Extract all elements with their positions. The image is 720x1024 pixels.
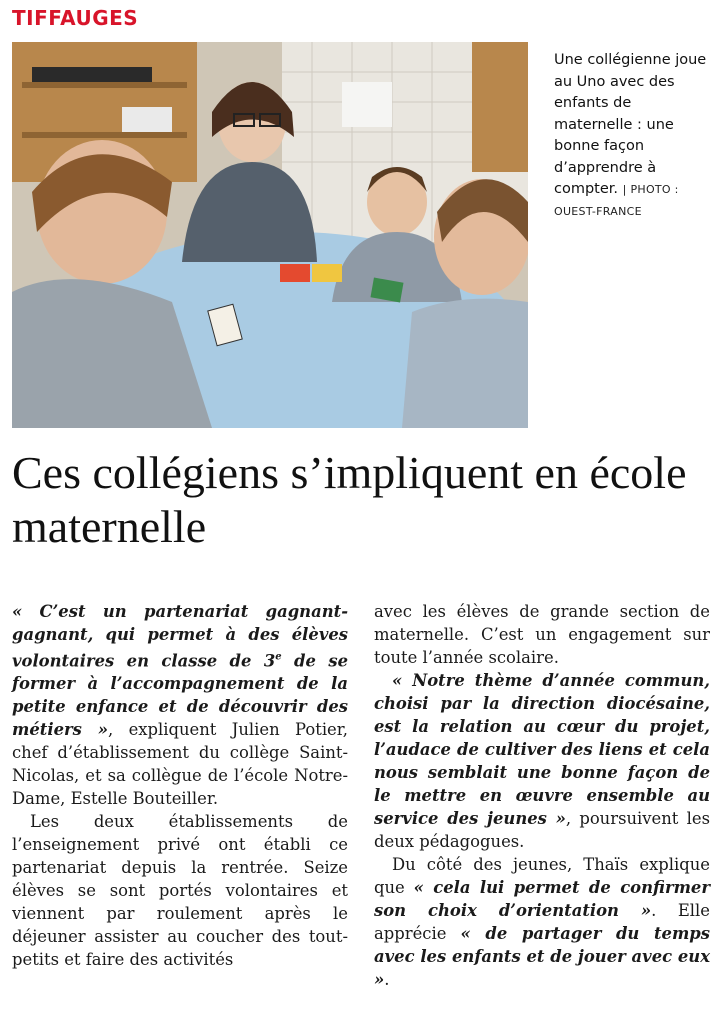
quote-4b: « de partager du temps avec les enfants et de jouer avec eux » bbox=[374, 924, 710, 989]
paragraph-4 bbox=[374, 853, 710, 991]
quote-1b: de se former à l’accompagnement de la petite enfance et de découvrir des métiers » bbox=[12, 651, 348, 740]
paragraph-3 bbox=[374, 669, 710, 853]
article-headline: Ces collégiens s’impliquent en école maternelle bbox=[12, 447, 687, 552]
paragraph-1 bbox=[12, 600, 348, 810]
article-column-right bbox=[374, 600, 710, 991]
quote-4a: « cela lui permet de confirmer son choix d’orientation » bbox=[374, 878, 710, 920]
paragraph-1-rest: , expliquent Julien Potier, chef d’établissement du collège Saint-Nicolas, et sa collègue de l’école Notre-Dame, Estelle Bouteiller. bbox=[12, 720, 349, 809]
photo-illustration bbox=[12, 42, 528, 428]
article-column-left bbox=[12, 600, 348, 971]
quote-1-superscript: e bbox=[275, 652, 282, 663]
paragraph-4-c: . bbox=[384, 970, 390, 989]
paragraph-2-continued: avec les élèves de grande section de maternelle. C’est un engagement sur toute l’année scolaire. bbox=[374, 602, 710, 667]
paragraph-2: Les deux établissements de l’enseignement privé ont établi ce partenariat depuis la rentrée. Seize élèves se sont portés volontaires et viennent par roulement après le déjeuner assister au coucher des tout-petits et faire des activités bbox=[12, 812, 348, 970]
quote-1a: « C’est un partenariat gagnant-gagnant, qui permet à des élèves volontaires en classe de 3 bbox=[12, 602, 348, 671]
photo-caption bbox=[554, 50, 714, 222]
paragraph-4-a: Du côté des jeunes, Thaïs explique que bbox=[374, 855, 710, 897]
photo-credit: | PHOTO : OUEST-FRANCE bbox=[554, 183, 679, 218]
section-kicker: TIFFAUGES bbox=[12, 6, 139, 30]
article-photo bbox=[12, 42, 528, 428]
quote-3: « Notre thème d’année commun, choisi par la direction diocésaine, est la relation au cœur du projet, l’audace de cultiver des liens et cela nous semblait une bonne façon de le mettre en œuvre ensemble au service des jeunes » bbox=[374, 671, 710, 828]
paragraph-3-rest: , poursuivent les deux pédagogues. bbox=[374, 809, 710, 851]
caption-text: Une collégienne joue au Uno avec des enfants de maternelle : une bonne façon d’apprendre à compter. bbox=[554, 52, 707, 197]
paragraph-4-b: . Elle apprécie bbox=[374, 901, 710, 943]
